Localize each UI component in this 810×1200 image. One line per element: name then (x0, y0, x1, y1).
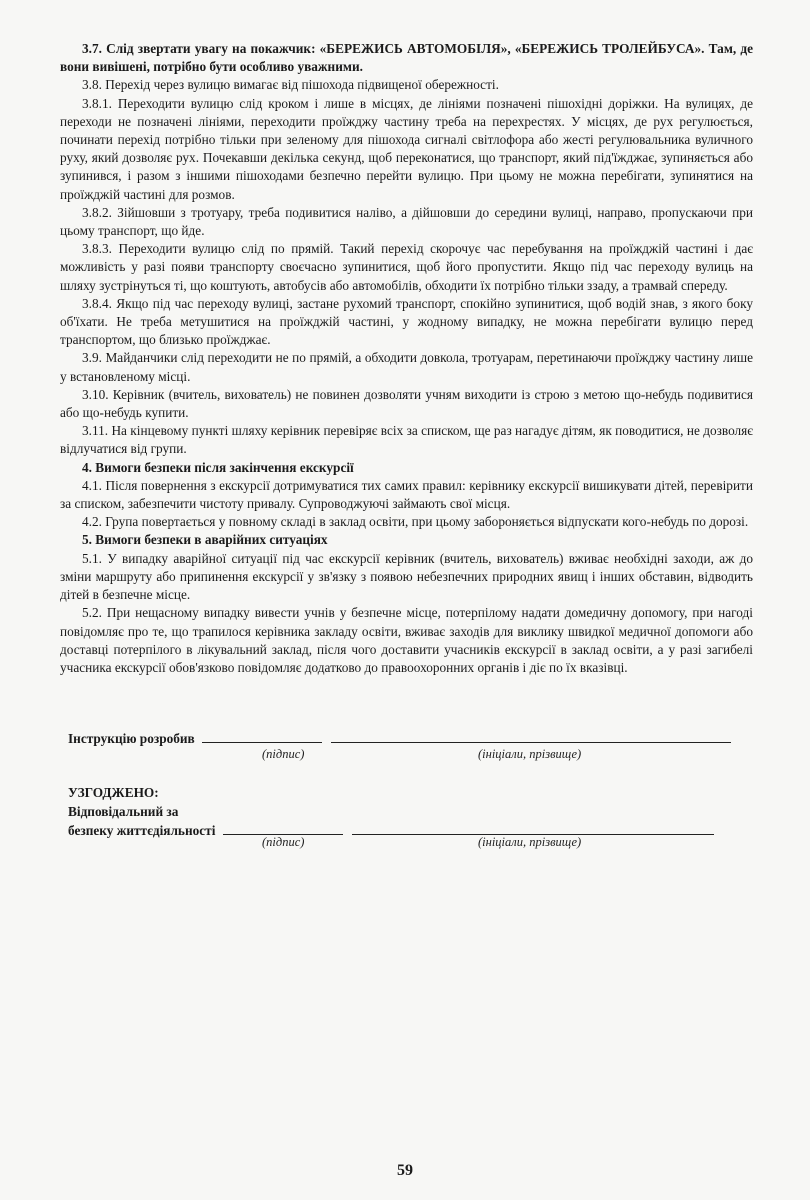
page-number: 59 (397, 1162, 413, 1179)
name-hint-2: (ініціали, прізвище) (478, 835, 582, 849)
agreed-block (68, 783, 758, 840)
paragraph-3-8-4: 3.8.4. Якщо під час переходу вулиці, застане рухомий транспорт, спокійно зупинитися, щоб водій знав, з якого боку об'їхати. Не треба метушитися на проїжджій частині, у жодному випадку, не можна перебігати вулицю перед транспортом, що близько проїжджає. (60, 295, 753, 348)
developed-by-label: Інструкцію розробив (68, 731, 195, 746)
responsible-signature-line (223, 822, 343, 835)
paragraph-5-1: 5.1. У випадку аварійної ситуації під час екскурсії керівник (вчитель, вихователь) вживає необхідні заходи, аж до зміни маршруту або припинення екскурсії у зв'язку з появою небезпечних природних явищ і інших обставин, відводить дітей в безпечне місце. (60, 550, 753, 603)
responsible-label-line2: безпеку життєдіяльності (68, 823, 216, 838)
paragraph-4-2: 4.2. Група повертається у повному складі в заклад освіти, при цьому забороняється відпускати кого-небудь по дорозі. (82, 514, 749, 530)
paragraph-3-8-2: 3.8.2. Зійшовши з тротуару, треба подивитися наліво, а дійшовши до середини вулиці, направо, пропускаючи при цьому транспорт, що йде. (60, 204, 753, 239)
agreed-label: УЗГОДЖЕНО: (68, 785, 159, 800)
responsible-signature-row (68, 821, 758, 840)
document-body (60, 40, 753, 677)
signature-hint-1: (підпис) (262, 747, 305, 761)
paragraph-4-1: 4.1. Після повернення з екскурсії дотримуватися тих самих правил: керівнику екскурсії вишикувати дітей, перевірити за списком, забезпечити чистоту привалу. Супроводжуючі займають свої місця. (60, 477, 753, 512)
paragraph-3-7: 3.7. Слід звертати увагу на покажчик: «БЕРЕЖИСЬ АВТОМОБІЛЯ», «БЕРЕЖИСЬ ТРОЛЕЙБУСА». Там, де вони вивішені, потрібно бути особливо уважними. (60, 41, 753, 75)
responsible-label-line1: Відповідальний за (68, 804, 179, 819)
responsible-name-line (352, 822, 714, 835)
paragraph-5-2: 5.2. При нещасному випадку вивести учнів у безпечне місце, потерпілому надати домедичну допомогу, при нагоді повідомляє про те, що трапилося керівника закладу освіти, вживає заходів для виклику швидкої медичної допомоги або доставці потерпілого в лікувальний заклад, після чого доставити учасників екскурсії в заклад освіти, а у разі загибелі учасника екскурсії обов'язково повідомляє додатково до правоохоронних органів і діє по їх вказівці. (60, 605, 753, 675)
name-hint-1: (ініціали, прізвище) (478, 747, 582, 761)
paragraph-3-8: 3.8. Перехід через вулицю вимагає від пішохода підвищеної обережності. (82, 77, 499, 93)
paragraph-3-8-3: 3.8.3. Переходити вулицю слід по прямій. Такий перехід скорочує час перебування на проїжджій частині і дає можливість у разі появи транспорту своєчасно зупинитися, щоб його пропустити. Якщо під час переходу вулиць на шляху зустрінуться ті, що коштують, автобусів або автомобілів, обходити їх потрібно тільки ззаду, а трамвай спереду. (60, 241, 753, 293)
section-heading-5: 5. Вимоги безпеки в аварійних ситуаціях (82, 532, 328, 548)
signature-hint-2: (підпис) (262, 835, 305, 849)
developer-signature-row (68, 730, 758, 747)
paragraph-3-8-1: 3.8.1. Переходити вулицю слід кроком і лише в місцях, де лініями позначені пішохідні доріжки. На вулицях, де переходи не позначені лініями, переходити проїжджу частину треба на перехрестях. У місцях, де рух регулюється, починати перехід потрібно тільки при зеленому для пішохода сигналі світлофора або жесті регулювальника вуличного руху, який дозволяє рух. Почекавши декілька секунд, щоб переконатися, що транспорт, який під'їжджає, зупиняється або зупинився, і разом з іншими пішоходами безпечно перейти вулицю. При цьому не можна перебігати, зупинятися на проїжджій частині для розмов. (60, 95, 753, 202)
paragraph-3-9: 3.9. Майданчики слід переходити не по прямій, а обходити довкола, тротуарам, перетинаючи проїжджу частину лише у встановленому місці. (60, 350, 753, 384)
developer-name-line (331, 730, 731, 743)
section-heading-4: 4. Вимоги безпеки після закінчення екскурсії (82, 459, 354, 475)
developer-signature-line (202, 730, 322, 743)
paragraph-3-10: 3.10. Керівник (вчитель, вихователь) не повинен дозволяти учням виходити із строю з метою що-небудь подивитися або що-небудь купити. (60, 386, 753, 421)
paragraph-3-11: 3.11. На кінцевому пункті шляху керівник перевіряє всіх за списком, ще раз нагадує дітям, як поводитися, не дозволяє відлучатися від групи. (60, 423, 753, 457)
